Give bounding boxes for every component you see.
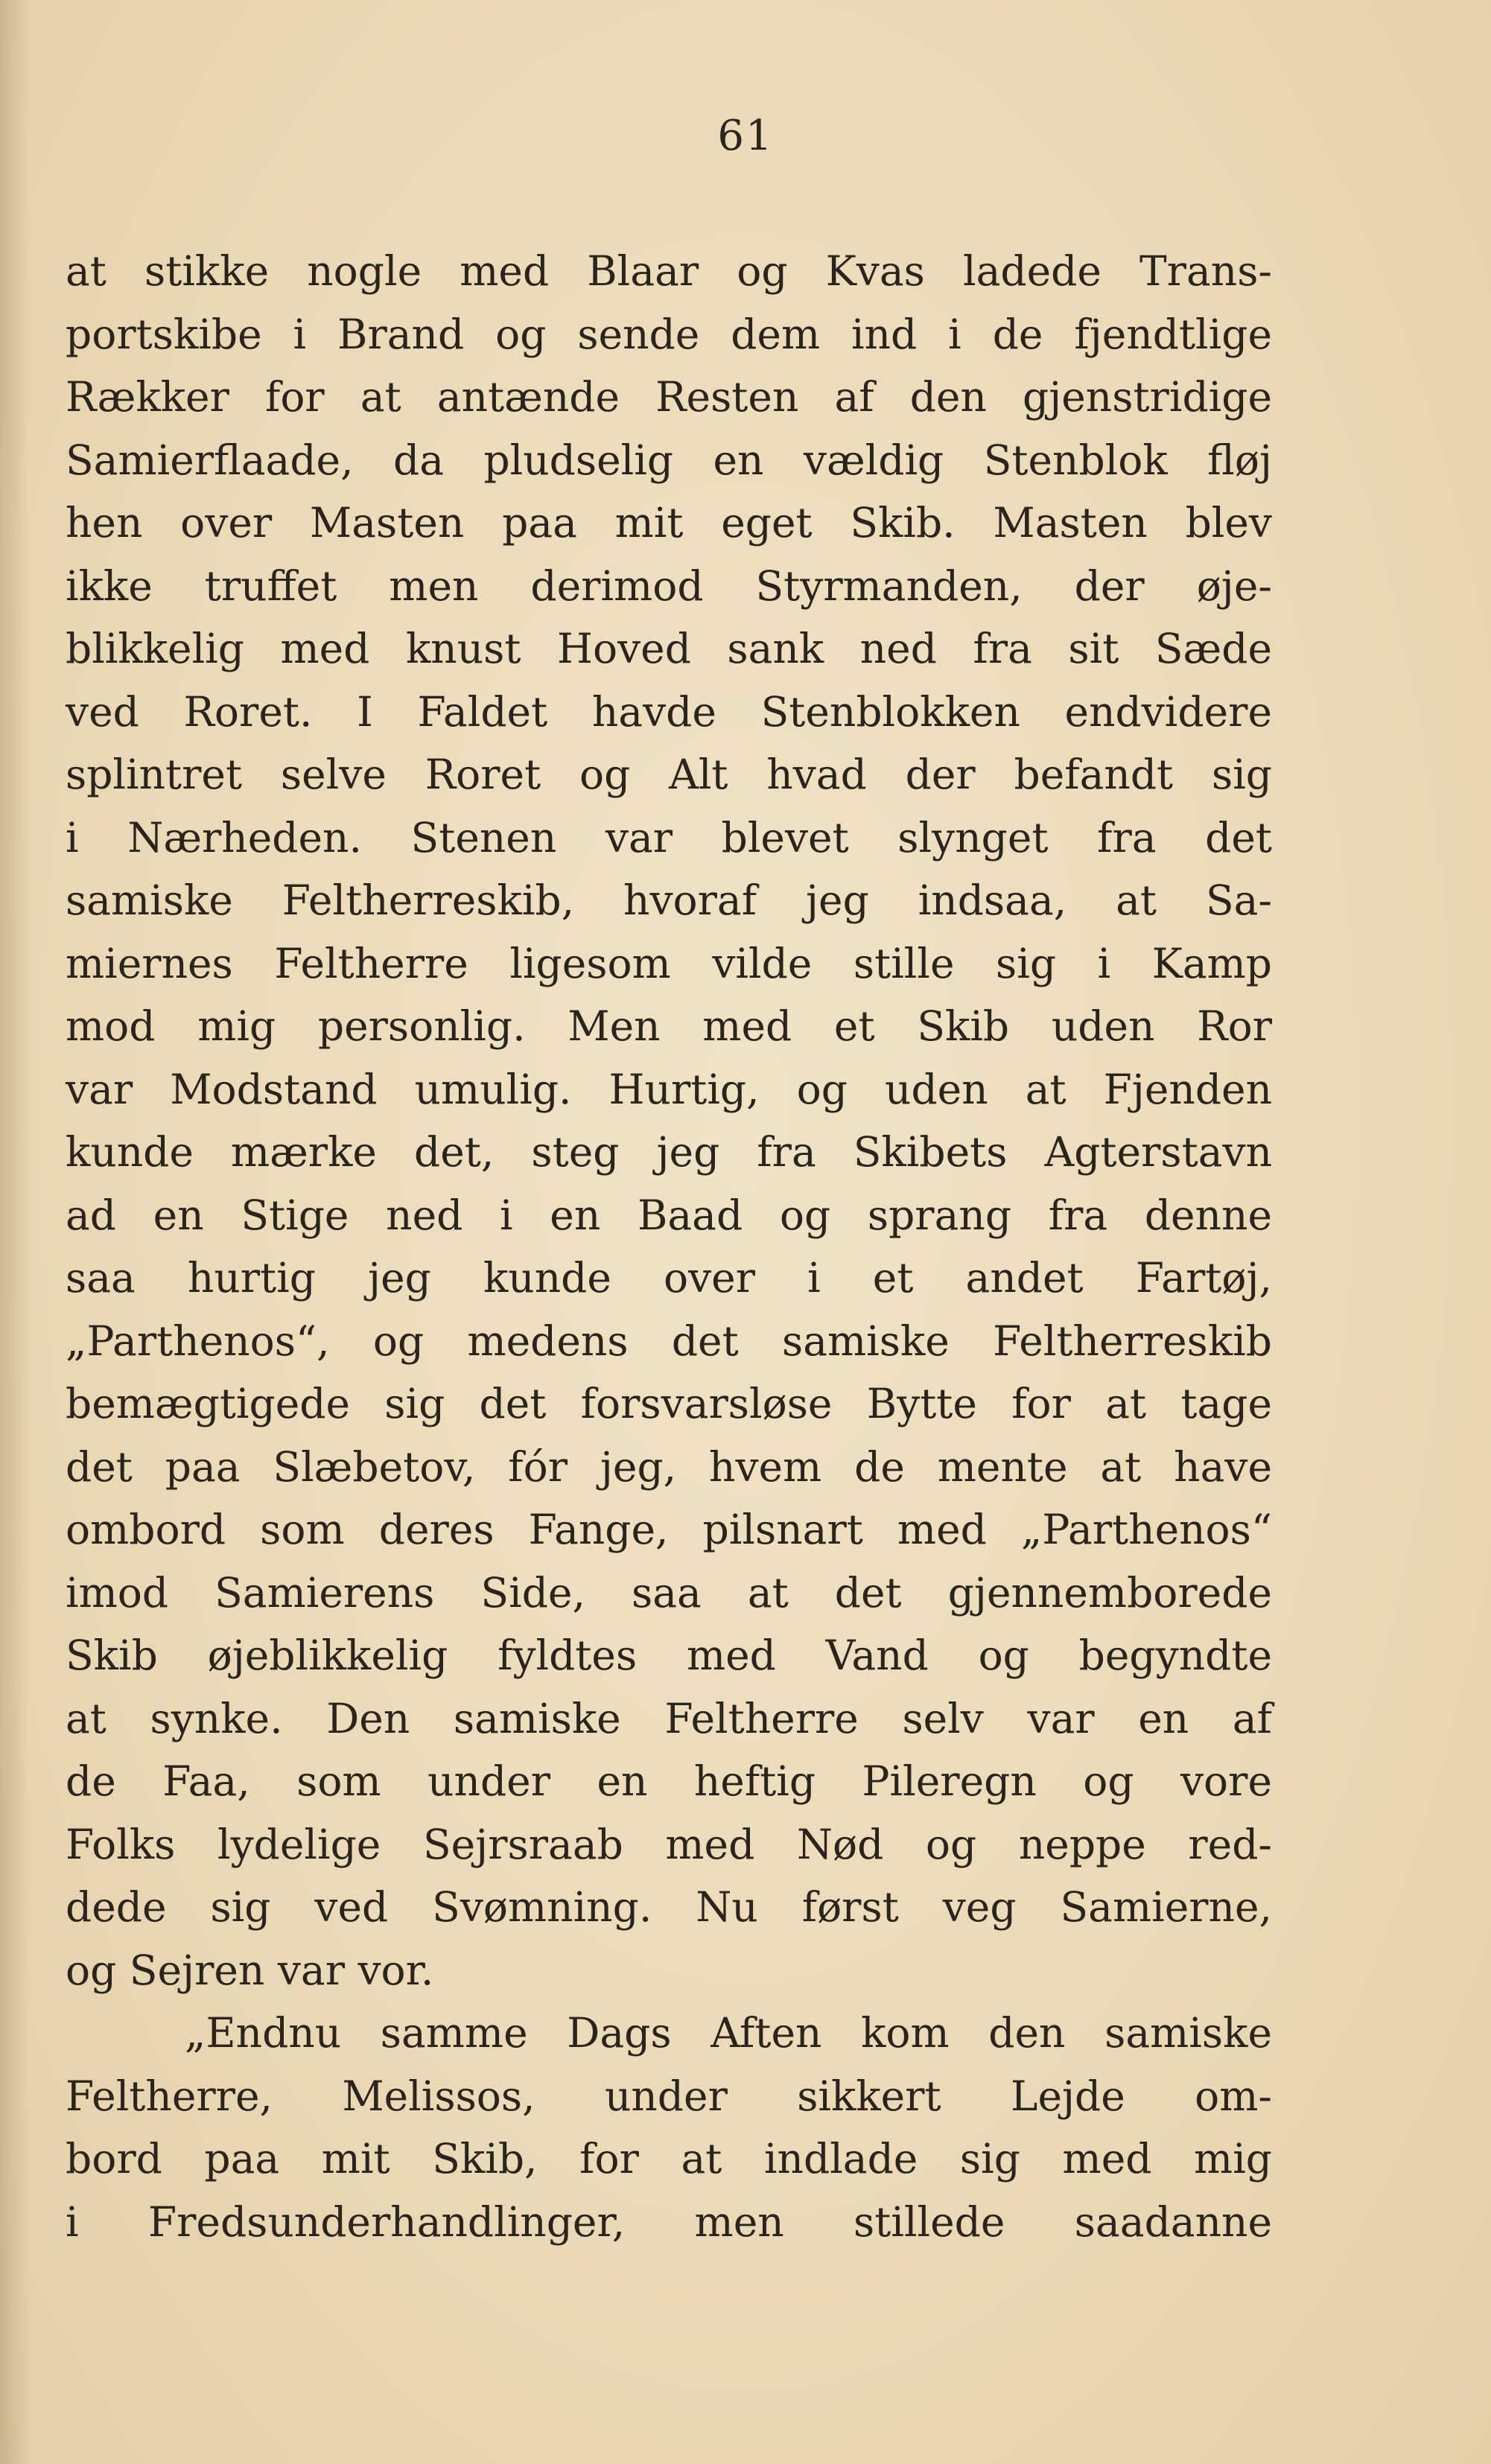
text-line: Skib øjeblikkelig fyldtes med Vand og begyndte	[66, 1631, 1272, 1679]
text-line: i Fredsunderhandlinger, men stillede saadanne	[66, 2197, 1272, 2246]
text-line: at synke. Den samiske Feltherre selv var en af	[66, 1694, 1272, 1742]
text-line: kunde mærke det, steg jeg fra Skibets Agterstavn	[66, 1128, 1272, 1176]
page-number: 61	[717, 112, 774, 160]
text-line: og Sejren var vor.	[66, 1946, 434, 1994]
body-text	[66, 240, 1272, 2253]
text-line: bord paa mit Skib, for at indlade sig med mig	[66, 2135, 1272, 2183]
text-line: portskibe i Brand og sende dem ind i de fjendtlige	[66, 310, 1272, 358]
text-line: ikke truffet men derimod Styrmanden, der øje-	[66, 561, 1272, 610]
text-line: Feltherre, Melissos, under sikkert Lejde om-	[66, 2072, 1272, 2120]
text-line: „Parthenos“, og medens det samiske Feltherreskib	[66, 1317, 1272, 1365]
text-line: ombord som deres Fange, pilsnart med „Parthenos“	[66, 1506, 1272, 1553]
text-line: ved Roret. I Faldet havde Stenblokken endvidere	[66, 687, 1272, 736]
text-line: „Endnu samme Dags Aften kom den samiske	[185, 2009, 1272, 2057]
text-line: samiske Feltherreskib, hvoraf jeg indsaa, at Sa-	[66, 876, 1272, 924]
text-line: at stikke nogle med Blaar og Kvas ladede Trans-	[66, 247, 1272, 295]
text-line: mod mig personlig. Men med et Skib uden Ror	[66, 1002, 1272, 1050]
page-edge-shadow	[0, 0, 30, 2464]
text-line: ad en Stige ned i en Baad og sprang fra denne	[66, 1191, 1272, 1239]
text-line: Rækker for at antænde Resten af den gjenstridige	[66, 373, 1272, 421]
text-line: Samierflaade, da pludselig en vældig Stenblok fløj	[66, 436, 1272, 484]
text-line: de Faa, som under en heftig Pileregn og vore	[66, 1757, 1272, 1805]
text-line: imod Samierens Side, saa at det gjennemborede	[66, 1568, 1272, 1617]
text-line: saa hurtig jeg kunde over i et andet Fartøj,	[66, 1254, 1272, 1302]
text-line: var Modstand umulig. Hurtig, og uden at Fjenden	[66, 1065, 1272, 1113]
text-line: hen over Masten paa mit eget Skib. Masten blev	[66, 499, 1272, 547]
text-line: det paa Slæbetov, fór jeg, hvem de mente at have	[66, 1442, 1272, 1491]
text-line: blikkelig med knust Hoved sank ned fra sit Sæde	[66, 625, 1272, 672]
text-line: Folks lydelige Sejrsraab med Nød og neppe red-	[66, 1820, 1272, 1868]
text-line: i Nærheden. Stenen var blevet slynget fra det	[66, 813, 1272, 862]
text-line: dede sig ved Svømning. Nu først veg Samierne,	[66, 1883, 1272, 1931]
text-line: miernes Feltherre ligesom vilde stille sig i Kamp	[66, 939, 1272, 987]
text-line: bemægtigede sig det forsvarsløse Bytte for at tage	[66, 1380, 1272, 1427]
text-line: splintret selve Roret og Alt hvad der befandt sig	[66, 751, 1272, 798]
